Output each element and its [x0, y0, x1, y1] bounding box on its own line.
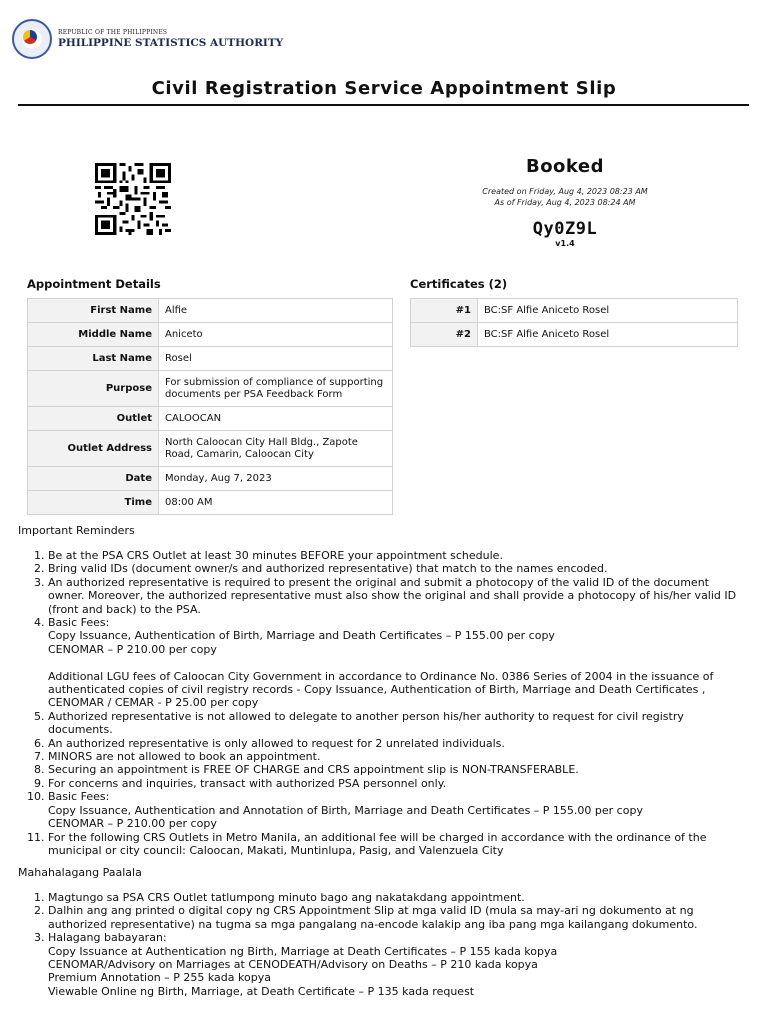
field-label: First Name — [28, 299, 159, 323]
fee-line: CENOMAR – P 210.00 per copy — [48, 817, 217, 831]
important-reminders-heading: Important Reminders — [18, 524, 135, 537]
list-item — [48, 790, 748, 830]
fee-line: Premium Annotation – P 255 kada kopya — [48, 971, 271, 985]
table-row — [28, 347, 393, 371]
table-row — [411, 323, 738, 347]
list-item-text: Basic Fees: — [48, 790, 110, 804]
field-label: Middle Name — [28, 323, 159, 347]
fee-line: CENOMAR/Advisory on Marriages at CENODEATH/Advisory on Deaths – P 210 kada kopya — [48, 958, 538, 972]
appointment-details-heading: Appointment Details — [27, 277, 161, 291]
certificate-value: BC:SF Alfie Aniceto Rosel — [478, 299, 738, 323]
created-timestamp: Created on Friday, Aug 4, 2023 08:23 AM — [482, 187, 648, 196]
paalala-list — [48, 891, 748, 998]
certificate-value: BC:SF Alfie Aniceto Rosel — [478, 323, 738, 347]
table-row — [28, 407, 393, 431]
list-item: 3. An authorized representative is required to present the original and submit a photocopy of the valid ID of the document owner. Moreover, the authorized representative must also show the original and shall provide a photocopy of his/her valid ID (front and back) to the PSA. — [48, 576, 748, 616]
certificate-number: #2 — [411, 323, 478, 347]
spacer — [48, 656, 748, 669]
certificates-table — [410, 298, 738, 347]
field-label: Outlet Address — [28, 431, 159, 467]
table-row — [28, 323, 393, 347]
republic-label: REPUBLIC OF THE PHILIPPINES — [58, 28, 168, 36]
title-divider — [18, 104, 749, 106]
table-row — [28, 467, 393, 491]
field-value: Monday, Aug 7, 2023 — [159, 467, 393, 491]
list-item: 7. MINORS are not allowed to book an appointment. — [48, 750, 748, 763]
as-of-timestamp: As of Friday, Aug 4, 2023 08:24 AM — [494, 198, 636, 207]
list-item — [48, 931, 748, 998]
list-item: 11. For the following CRS Outlets in Metro Manila, an additional fee will be charged in accordance with the ordinance of the municipal or city council: Caloocan, Makati, Muntinlupa, Pasig, and Valenzuela City — [48, 831, 748, 858]
agency-name — [58, 30, 283, 49]
field-value: For submission of compliance of supporting documents per PSA Feedback Form — [159, 371, 393, 407]
fee-line: Copy Issuance, Authentication of Birth, Marriage and Death Certificates – P 155.00 per copy — [48, 629, 555, 643]
table-row — [411, 299, 738, 323]
document-title: Civil Registration Service Appointment Slip — [151, 78, 617, 99]
version-label: v1.4 — [555, 239, 575, 248]
table-row — [28, 431, 393, 467]
status-label: Booked — [525, 156, 605, 177]
list-item — [48, 616, 748, 710]
field-label: Outlet — [28, 407, 159, 431]
list-item: 6. An authorized representative is only allowed to request for 2 unrelated individuals. — [48, 737, 748, 750]
timestamps — [420, 186, 710, 208]
field-value: Alfie — [159, 299, 393, 323]
table-row — [28, 299, 393, 323]
list-item: 9. For concerns and inquiries, transact with authorized PSA personnel only. — [48, 777, 748, 790]
important-reminders-list — [48, 549, 748, 857]
field-label: Date — [28, 467, 159, 491]
psa-header — [12, 14, 283, 64]
paalala-heading: Mahahalagang Paalala — [18, 866, 142, 879]
field-label: Last Name — [28, 347, 159, 371]
list-item: 5. Authorized representative is not allowed to delegate to another person his/her authority to request for civil registry documents. — [48, 710, 748, 737]
field-label: Time — [28, 491, 159, 515]
qr-code — [95, 163, 171, 235]
fee-line: CENOMAR – P 210.00 per copy — [48, 642, 217, 656]
field-value: 08:00 AM — [159, 491, 393, 515]
list-item: 2. Dalhin ang ang printed o digital copy ng CRS Appointment Slip at mga valid ID (mula sa may-ari ng dokumento at ng authorized representative) na tugma sa mga pangalang na-encode kalakip ang iba pang mga kailangang dokumento. — [48, 904, 748, 931]
certificates-heading: Certificates (2) — [410, 277, 508, 291]
table-row — [28, 371, 393, 407]
agency-label: PHILIPPINE STATISTICS AUTHORITY — [58, 36, 284, 49]
fee-line: Copy Issuance at Authentication ng Birth, Marriage at Death Certificates – P 155 kada kopya — [48, 944, 558, 958]
list-item-text: Basic Fees: — [48, 616, 110, 630]
field-value: Rosel — [159, 347, 393, 371]
field-label: Purpose — [28, 371, 159, 407]
appointment-details-table — [27, 298, 393, 515]
booking-status-block — [420, 156, 710, 248]
list-item: 2. Bring valid IDs (document owner/s and authorized representative) that match to the names encoded. — [48, 562, 748, 575]
list-item: 1. Magtungo sa PSA CRS Outlet tatlumpong minuto bago ang nakatakdang appointment. — [48, 891, 748, 904]
list-item: 1. Be at the PSA CRS Outlet at least 30 minutes BEFORE your appointment schedule. — [48, 549, 748, 562]
field-value: Aniceto — [159, 323, 393, 347]
field-value: CALOOCAN — [159, 407, 393, 431]
fee-line: Additional LGU fees of Caloocan City Government in accordance to Ordinance No. 0386 Series of 2004 in the issuance of authenticated copies of civil registry records - Copy Issuance, Authentication of Birth, Marriage and Death Certificates , CENOMAR / CEMAR - P 25.00 per copy — [48, 669, 714, 710]
fee-line: Copy Issuance, Authentication and Annotation of Birth, Marriage and Death Certificates – P 155.00 per copy — [48, 803, 643, 817]
psa-seal-logo — [12, 19, 52, 59]
field-value: North Caloocan City Hall Bldg., Zapote Road, Camarin, Caloocan City — [159, 431, 393, 467]
table-row — [28, 491, 393, 515]
fee-line: Viewable Online ng Birth, Marriage, at Death Certificate – P 135 kada request — [48, 984, 475, 998]
list-item: 8. Securing an appointment is FREE OF CHARGE and CRS appointment slip is NON-TRANSFERABLE. — [48, 763, 748, 776]
reference-code: Qy0Z9L — [532, 219, 598, 239]
list-item-text: Halagang babayaran: — [48, 931, 167, 945]
certificate-number: #1 — [411, 299, 478, 323]
